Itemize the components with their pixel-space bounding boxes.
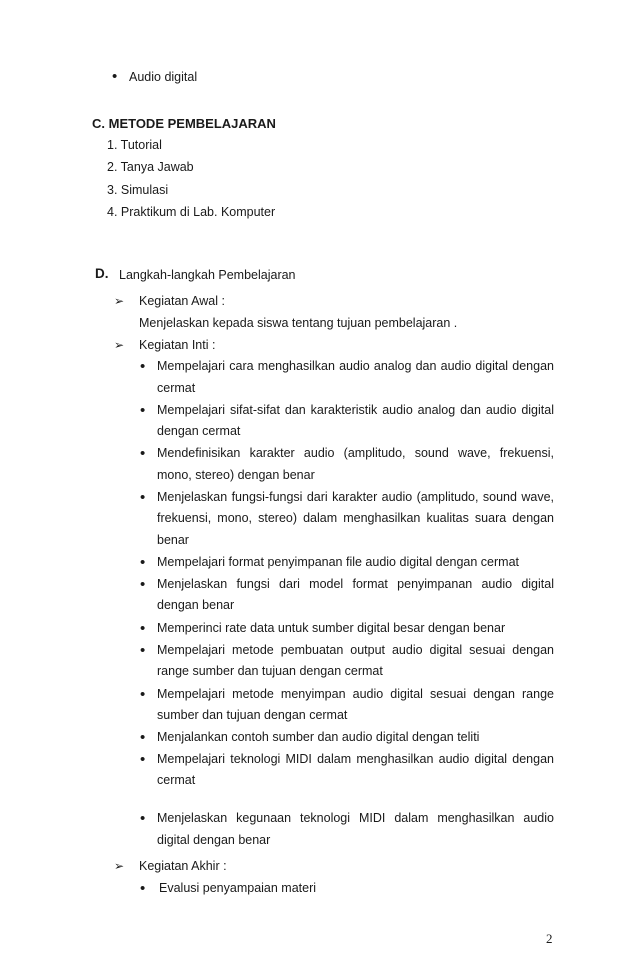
- kegiatan-awal-text: Menjelaskan kepada siswa tentang tujuan pembelajaran .: [139, 316, 458, 330]
- inti-item-line: dengan benar: [157, 598, 235, 612]
- method-item: 4. Praktikum di Lab. Komputer: [107, 205, 276, 219]
- bullet-dot-icon: •: [140, 402, 146, 419]
- page-number: 2: [546, 931, 553, 946]
- top-bullet-text: Audio digital: [129, 70, 198, 84]
- method-item: 2. Tanya Jawab: [107, 160, 194, 174]
- bullet-dot-icon: •: [140, 729, 146, 746]
- method-item: 3. Simulasi: [107, 183, 169, 197]
- kegiatan-awal-label: Kegiatan Awal :: [139, 294, 225, 308]
- bullet-dot-icon: •: [140, 880, 146, 897]
- inti-item-line: benar: [157, 533, 189, 547]
- kegiatan-akhir-label: Kegiatan Akhir :: [139, 859, 227, 873]
- inti-item-line: Mempelajari metode pembuatan output audio digital sesuai dengan: [157, 643, 554, 657]
- bullet-dot-icon: •: [140, 445, 146, 462]
- bullet-dot-icon: •: [140, 554, 146, 571]
- inti-item-line: Menjalankan contoh sumber dan audio digital dengan teliti: [157, 730, 480, 744]
- arrow-bullet-icon: ➢: [114, 294, 125, 308]
- bullet-dot-icon: •: [112, 68, 118, 85]
- bullet-dot-icon: •: [140, 620, 146, 637]
- inti-item-line: cermat: [157, 381, 196, 395]
- inti-item-line: cermat: [157, 773, 196, 787]
- inti-item-line: mono, stereo) dengan benar: [157, 468, 315, 482]
- inti-item-line: Mempelajari cara menghasilkan audio analog dan audio digital dengan: [157, 359, 554, 373]
- inti-item-line: Menjelaskan fungsi-fungsi dari karakter audio (amplitudo, sound wave,: [157, 490, 554, 504]
- arrow-bullet-icon: ➢: [114, 338, 125, 352]
- inti-item-line: Menjelaskan kegunaan teknologi MIDI dalam menghasilkan audio: [157, 811, 554, 825]
- bullet-dot-icon: •: [140, 686, 146, 703]
- inti-item-line: Mempelajari teknologi MIDI dalam menghasilkan audio digital dengan: [157, 752, 554, 766]
- section-d-title: Langkah-langkah Pembelajaran: [119, 268, 296, 282]
- method-item: 1. Tutorial: [107, 138, 162, 152]
- akhir-item: Evalusi penyampaian materi: [159, 881, 317, 895]
- inti-item-line: Mempelajari sifat-sifat dan karakteristik audio analog dan audio digital: [157, 403, 554, 417]
- bullet-dot-icon: •: [140, 489, 146, 506]
- inti-item-line: Mempelajari metode menyimpan audio digital sesuai dengan range: [157, 687, 554, 701]
- section-d-letter: D.: [95, 266, 109, 281]
- inti-item-line: frekuensi, mono, stereo) dalam menghasilkan kualitas suara dengan: [157, 511, 554, 525]
- arrow-bullet-icon: ➢: [114, 859, 125, 873]
- inti-item-line: Mempelajari format penyimpanan file audio digital dengan cermat: [157, 555, 520, 569]
- inti-item-line: dengan cermat: [157, 424, 241, 438]
- inti-item-line: digital dengan benar: [157, 833, 271, 847]
- section-c-title: C. METODE PEMBELAJARAN: [92, 116, 276, 131]
- bullet-dot-icon: •: [140, 358, 146, 375]
- kegiatan-inti-label: Kegiatan Inti :: [139, 338, 216, 352]
- bullet-dot-icon: •: [140, 576, 146, 593]
- inti-item-line: range sumber dan tujuan dengan cermat: [157, 664, 383, 678]
- inti-item-line: Mendefinisikan karakter audio (amplitudo, sound wave, frekuensi,: [157, 446, 554, 460]
- inti-item-line: Menjelaskan fungsi dari model format penyimpanan audio digital: [157, 577, 554, 591]
- bullet-dot-icon: •: [140, 751, 146, 768]
- inti-item-line: sumber dan tujuan dengan cermat: [157, 708, 348, 722]
- bullet-dot-icon: •: [140, 642, 146, 659]
- bullet-dot-icon: •: [140, 810, 146, 827]
- inti-item-line: Memperinci rate data untuk sumber digital besar dengan benar: [157, 621, 506, 635]
